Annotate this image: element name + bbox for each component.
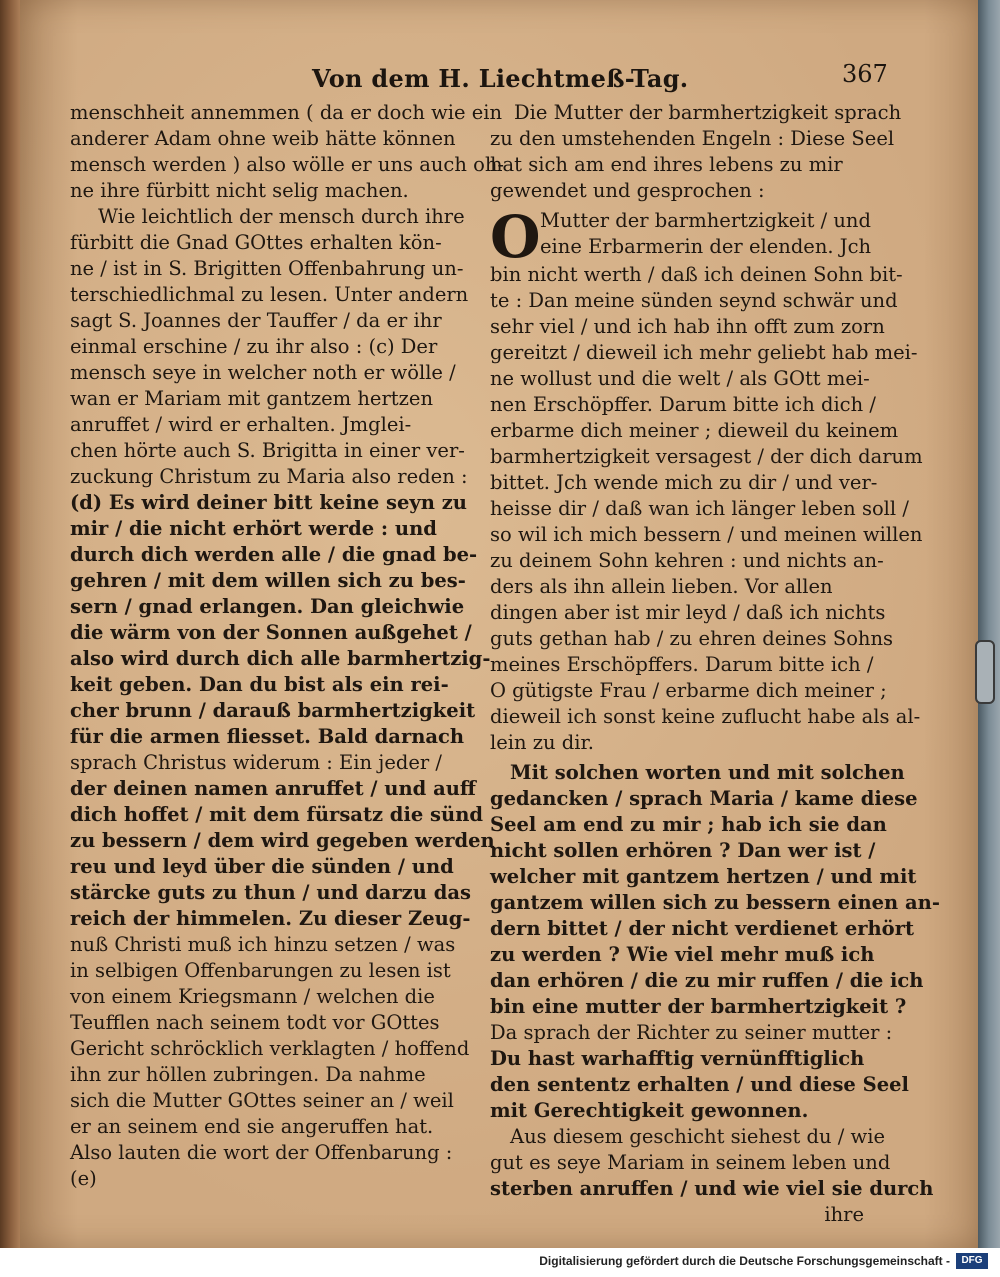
- text-line: lein zu dir.: [490, 731, 594, 754]
- text-line: gut es seye Mariam in seinem leben und: [490, 1151, 891, 1174]
- text-line: gewendet und gesprochen :: [490, 179, 765, 202]
- text-line: einmal erschine / zu ihr also : (c) Der: [70, 335, 438, 358]
- text-line: hat sich am end ihres lebens zu mir: [490, 153, 843, 176]
- text-line: barmhertzigkeit versagest / der dich darum: [490, 445, 923, 468]
- text-line: dingen aber ist mir leyd / daß ich nichts: [490, 601, 886, 624]
- text-line: nuß Christi muß ich hinzu setzen / was: [70, 933, 456, 956]
- text-line: chen hörte auch S. Brigitta in einer ver-: [70, 439, 465, 462]
- text-line: sern / gnad erlangen. Dan gleichwie: [70, 595, 465, 618]
- text-line: gedancken / sprach Maria / kame diese: [490, 787, 918, 810]
- text-line: te : Dan meine sünden seynd schwär und: [490, 289, 898, 312]
- text-line: dich hoffet / mit dem fürsatz die sünd: [70, 803, 484, 826]
- text-line: reu und leyd über die sünden / und: [70, 855, 454, 878]
- text-line: mensch seye in welcher noth er wölle /: [70, 361, 456, 384]
- text-line: ne ihre fürbitt nicht selig machen.: [70, 179, 409, 202]
- text-line: ne / ist in S. Brigitten Offenbahrung un-: [70, 257, 464, 280]
- text-line: anderer Adam ohne weib hätte können: [70, 127, 456, 150]
- text-line: ne wollust und die welt / als GOtt mei-: [490, 367, 870, 390]
- page-number: 367: [842, 60, 888, 88]
- text-line: Teufflen nach seinem todt vor GOttes: [70, 1011, 440, 1034]
- text-line: zuckung Christum zu Maria also reden :: [70, 465, 468, 488]
- text-line: dan erhören / die zu mir ruffen / die ich: [490, 969, 924, 992]
- text-line: zu deinem Sohn kehren : und nichts an-: [490, 549, 884, 572]
- text-line: guts gethan hab / zu ehren deines Sohns: [490, 627, 894, 650]
- text-line: sterben anruffen / und wie viel sie durch: [490, 1177, 934, 1200]
- text-line: zu bessern / dem wird gegeben werden: [70, 829, 495, 852]
- text-line: dern bittet / der nicht verdienet erhört: [490, 917, 914, 940]
- text-line: Also lauten die wort der Offenbarung :: [70, 1141, 453, 1164]
- text-line: terschiedlichmal zu lesen. Unter andern: [70, 283, 469, 306]
- text-line: cher brunn / darauß barmhertzigkeit: [70, 699, 476, 722]
- text-line: dieweil ich sonst keine zuflucht habe als al-: [490, 705, 921, 728]
- dfg-logo: DFG: [956, 1253, 988, 1269]
- text-line: bin eine mutter der barmhertzigkeit ?: [490, 995, 907, 1018]
- text-line: von einem Kriegsmann / welchen die: [70, 985, 435, 1008]
- text-line: bin nicht werth / daß ich deinen Sohn bit-: [490, 263, 903, 286]
- text-line: also wird durch dich alle barmhertzig-: [70, 647, 491, 670]
- text-line: Wie leichtlich der mensch durch ihre: [98, 205, 465, 228]
- text-line: den sententz erhalten / und diese Seel: [490, 1073, 909, 1096]
- text-line: keit geben. Dan du bist als ein rei-: [70, 673, 449, 696]
- right-column: [490, 100, 940, 1228]
- text-line: zu den umstehenden Engeln : Diese Seel: [490, 127, 895, 150]
- text-line: gereitzt / dieweil ich mehr geliebt hab mei-: [490, 341, 918, 364]
- book-right-edge: [978, 0, 1000, 1250]
- text-line: durch dich werden alle / die gnad be-: [70, 543, 478, 566]
- text-line: sagt S. Joannes der Tauffer / da er ihr: [70, 309, 442, 332]
- text-line: eine Erbarmerin der elenden. Jch: [540, 235, 872, 258]
- text-line: gehren / mit dem willen sich zu bes-: [70, 569, 466, 592]
- text-line: in selbigen Offenbarungen zu lesen ist: [70, 959, 451, 982]
- text-line: menschheit annemmen ( da er doch wie ein: [70, 101, 503, 124]
- text-line: erbarme dich meiner ; dieweil du keinem: [490, 419, 899, 442]
- catchword: ihre: [824, 1203, 864, 1226]
- text-line: Die Mutter der barmhertzigkeit sprach: [514, 101, 902, 124]
- text-line: der deinen namen anruffet / und auff: [70, 777, 476, 800]
- text-line: mit Gerechtigkeit gewonnen.: [490, 1099, 809, 1122]
- text-line: für die armen fliesset. Bald darnach: [70, 725, 465, 748]
- text-line: nen Erschöpffer. Darum bitte ich dich /: [490, 393, 876, 416]
- text-line: fürbitt die Gnad GOttes erhalten kön-: [70, 231, 442, 254]
- text-line: Seel am end zu mir ; hab ich sie dan: [490, 813, 887, 836]
- text-line: gantzem willen sich zu bessern einen an-: [490, 891, 940, 914]
- text-line: O gütigste Frau / erbarme dich meiner ;: [490, 679, 887, 702]
- text-line: bittet. Jch wende mich zu dir / und ver-: [490, 471, 878, 494]
- text-line: Gericht schröcklich verklagten / hoffend: [70, 1037, 470, 1060]
- text-line: wan er Mariam mit gantzem hertzen: [70, 387, 433, 410]
- text-line: nicht sollen erhören ? Dan wer ist /: [490, 839, 876, 862]
- text-line: meines Erschöpffers. Darum bitte ich /: [490, 653, 874, 676]
- text-line: Da sprach der Richter zu seiner mutter :: [490, 1021, 893, 1044]
- text-line: sich die Mutter GOttes seiner an / weil: [70, 1089, 454, 1112]
- text-line: ders als ihn allein lieben. Vor allen: [490, 575, 833, 598]
- text-line: sprach Christus widerum : Ein jeder /: [70, 751, 442, 774]
- text-line: heisse dir / daß wan ich länger leben soll /: [490, 497, 909, 520]
- text-line: Mutter der barmhertzigkeit / und: [540, 209, 871, 232]
- footer-credit: Digitalisierung gefördert durch die Deutsche Forschungsgemeinschaft -: [539, 1254, 950, 1268]
- drop-cap: O: [490, 203, 541, 271]
- text-line: mir / die nicht erhört werde : und: [70, 517, 437, 540]
- text-line: ihn zur höllen zubringen. Da nahme: [70, 1063, 426, 1086]
- text-line: so wil ich mich bessern / und meinen willen: [490, 523, 923, 546]
- text-line: reich der himmelen. Zu dieser Zeug-: [70, 907, 471, 930]
- running-title: Von dem H. Liechtmeß-Tag.: [312, 64, 689, 93]
- text-line: die wärm von der Sonnen außgehet /: [70, 621, 472, 644]
- text-line: sehr viel / und ich hab ihn offt zum zorn: [490, 315, 885, 338]
- text-line: Du hast warhafftig vernünfftiglich: [490, 1047, 865, 1070]
- digitization-footer: [0, 1248, 1000, 1277]
- text-line: Mit solchen worten und mit solchen: [510, 761, 905, 784]
- text-line: stärcke guts zu thun / und darzu das: [70, 881, 471, 904]
- text-line: anruffet / wird er erhalten. Jmglei-: [70, 413, 412, 436]
- running-header: [300, 60, 888, 100]
- text-line: Aus diesem geschicht siehest du / wie: [510, 1125, 886, 1148]
- left-column: [70, 100, 504, 1192]
- text-line: (e): [70, 1167, 97, 1190]
- text-line: er an seinem end sie angeruffen hat.: [70, 1115, 434, 1138]
- text-line: (d) Es wird deiner bitt keine seyn zu: [70, 491, 467, 514]
- text-line: welcher mit gantzem hertzen / und mit: [490, 865, 917, 888]
- text-line: mensch werden ) also wölle er uns auch oh-: [70, 153, 504, 176]
- text-line: zu werden ? Wie viel mehr muß ich: [490, 943, 875, 966]
